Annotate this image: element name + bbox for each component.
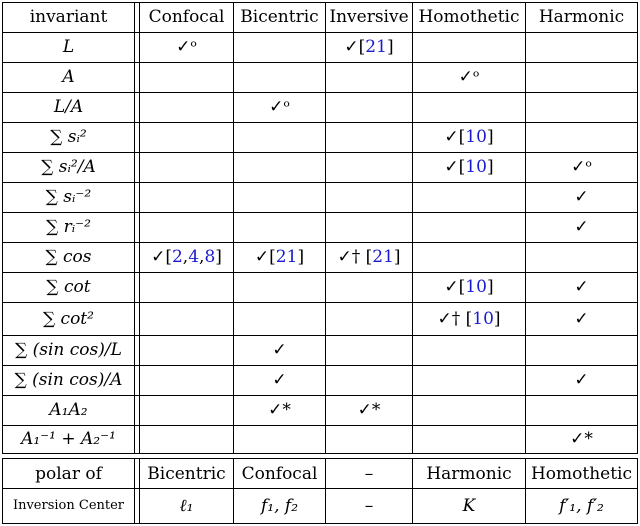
inversion-center-cell: ℓ₁ xyxy=(179,495,194,516)
col-rule xyxy=(233,458,234,524)
table-cell xyxy=(234,213,325,242)
row-rule xyxy=(2,365,638,366)
table-cell xyxy=(140,273,233,302)
table-cell xyxy=(413,396,525,425)
col-rule xyxy=(134,458,135,524)
table-cell xyxy=(413,33,525,62)
row-rule xyxy=(2,152,638,153)
table-cell xyxy=(413,213,525,242)
table-cell xyxy=(326,183,412,212)
table-cell: ✓ xyxy=(574,217,589,237)
table-cell xyxy=(413,183,525,212)
table-cell: ✓* xyxy=(570,429,593,449)
inversion-center-cell: K xyxy=(462,495,476,516)
invariant-label: L xyxy=(62,37,75,57)
col-rule xyxy=(525,2,526,454)
row-rule xyxy=(2,2,638,3)
table-cell: ✓[ 10 ] xyxy=(444,277,494,297)
polar-of-cell: Bicentric xyxy=(147,463,226,484)
table-cell xyxy=(326,426,412,453)
polar-of-cell: Harmonic xyxy=(426,463,512,484)
invariant-label: L/A xyxy=(53,97,84,117)
table-cell xyxy=(326,93,412,122)
table-cell: ✓[ 21 ] xyxy=(254,247,305,267)
table-cell xyxy=(234,303,325,335)
col-rule xyxy=(325,458,326,524)
table-cell xyxy=(140,303,233,335)
row-rule xyxy=(2,272,638,273)
table-cell xyxy=(526,336,637,365)
table-cell: ✓ xyxy=(574,308,589,329)
row-rule xyxy=(2,395,638,396)
table-cell: ✓† [ 21 ] xyxy=(337,247,401,267)
inversion-center-cell: f′₁, f′₂ xyxy=(559,495,604,516)
table-cell xyxy=(140,396,233,425)
table-cell xyxy=(140,153,233,182)
invariant-label: ∑ sᵢ²/A xyxy=(41,157,96,177)
table-cell xyxy=(413,243,525,272)
table-cell xyxy=(140,183,233,212)
table-cell xyxy=(326,123,412,152)
col-rule xyxy=(412,458,413,524)
invariant-label: ∑ cot xyxy=(46,277,91,297)
invariant-label: A₁A₂ xyxy=(49,400,88,420)
table-cell xyxy=(234,63,325,92)
row-rule xyxy=(2,242,638,243)
col-rule xyxy=(2,458,3,524)
table-cell xyxy=(326,213,412,242)
table-cell: ✓ xyxy=(574,370,589,390)
row-rule xyxy=(2,425,638,426)
table-cell xyxy=(234,426,325,453)
polar-of-cell: Homothetic xyxy=(530,463,633,484)
table-cell xyxy=(526,396,637,425)
col-rule xyxy=(412,2,413,454)
table-cell xyxy=(234,183,325,212)
table-cell xyxy=(234,153,325,182)
invariant-label: ∑ rᵢ⁻² xyxy=(46,217,91,237)
invariant-label: ∑ sᵢ⁻² xyxy=(45,187,92,207)
row-rule xyxy=(2,453,638,454)
inversion-center-cell: f₁, f₂ xyxy=(260,495,299,516)
table-cell: ✓* xyxy=(268,400,291,420)
table-cell xyxy=(413,426,525,453)
header-inversive: Inversive xyxy=(329,7,409,27)
invariant-label: ∑ cos xyxy=(45,247,92,267)
col-rule xyxy=(139,458,140,524)
table-cell xyxy=(234,33,325,62)
footer-rule xyxy=(2,488,638,489)
inversion-center-cell: – xyxy=(364,495,374,516)
table-cell xyxy=(234,123,325,152)
table-cell xyxy=(140,93,233,122)
inversion-center-label: Inversion Center xyxy=(12,498,125,514)
col-rule xyxy=(637,2,638,454)
table-cell xyxy=(234,273,325,302)
row-rule xyxy=(2,32,638,33)
table-cell xyxy=(413,336,525,365)
table-cell: ✓ᵒ xyxy=(176,37,197,57)
table-cell xyxy=(140,426,233,453)
table-cell: ✓ xyxy=(272,370,287,390)
table-cell: ✓ᵒ xyxy=(458,67,480,87)
row-rule xyxy=(2,122,638,123)
table-cell xyxy=(326,303,412,335)
polar-of-label: polar of xyxy=(35,463,102,484)
footer-rule xyxy=(2,458,638,459)
table-cell xyxy=(526,243,637,272)
row-rule xyxy=(2,302,638,303)
row-rule xyxy=(2,182,638,183)
table-cell xyxy=(140,336,233,365)
table-cell xyxy=(326,336,412,365)
table-cell xyxy=(413,366,525,395)
table-cell: ✓ᵒ xyxy=(571,157,592,177)
header-homothetic: Homothetic xyxy=(418,7,520,27)
col-rule xyxy=(637,458,638,524)
col-rule xyxy=(325,2,326,454)
table-cell xyxy=(326,63,412,92)
footer-rule xyxy=(2,523,638,524)
row-rule xyxy=(2,335,638,336)
header-invariant: invariant xyxy=(29,7,108,27)
polar-of-cell: – xyxy=(364,463,374,484)
table-cell xyxy=(140,123,233,152)
table-cell xyxy=(526,33,637,62)
table-cell: ✓* xyxy=(357,400,381,420)
table-cell xyxy=(140,63,233,92)
table-cell: ✓[ 21 ] xyxy=(344,37,394,57)
header-bicentric: Bicentric xyxy=(240,7,319,27)
row-rule xyxy=(2,62,638,63)
table-cell xyxy=(326,153,412,182)
col-rule xyxy=(139,2,140,454)
invariant-label: A xyxy=(62,67,75,87)
table-cell: ✓ xyxy=(574,277,589,297)
invariant-label: ∑ sᵢ² xyxy=(50,127,87,147)
row-rule xyxy=(2,92,638,93)
col-rule xyxy=(525,458,526,524)
table-cell xyxy=(526,123,637,152)
table-cell: ✓[ 10 ] xyxy=(444,157,494,177)
invariant-label: ∑ (sin cos)/L xyxy=(15,340,122,360)
header-confocal: Confocal xyxy=(148,7,225,27)
col-rule xyxy=(233,2,234,454)
table-cell xyxy=(526,63,637,92)
table-cell: ✓[ 2 , 4 , 8 ] xyxy=(151,247,222,267)
table-cell xyxy=(413,93,525,122)
polar-of-cell: Confocal xyxy=(241,463,318,484)
table-cell: ✓† [ 10 ] xyxy=(437,308,501,329)
table-cell xyxy=(140,213,233,242)
table-cell xyxy=(140,366,233,395)
table-cell xyxy=(526,93,637,122)
invariant-label: A₁⁻¹ + A₂⁻¹ xyxy=(21,429,116,449)
col-rule xyxy=(134,2,135,454)
col-rule xyxy=(2,2,3,454)
table-cell xyxy=(326,273,412,302)
table-cell: ✓ᵒ xyxy=(269,97,290,117)
invariant-label: ∑ (sin cos)/A xyxy=(14,370,123,390)
table-cell xyxy=(326,366,412,395)
table-cell: ✓ xyxy=(272,340,287,360)
invariant-label: ∑ cot² xyxy=(43,308,94,329)
row-rule xyxy=(2,212,638,213)
table-cell: ✓ xyxy=(574,187,589,207)
table-cell: ✓[ 10 ] xyxy=(444,127,494,147)
header-harmonic: Harmonic xyxy=(538,7,625,27)
